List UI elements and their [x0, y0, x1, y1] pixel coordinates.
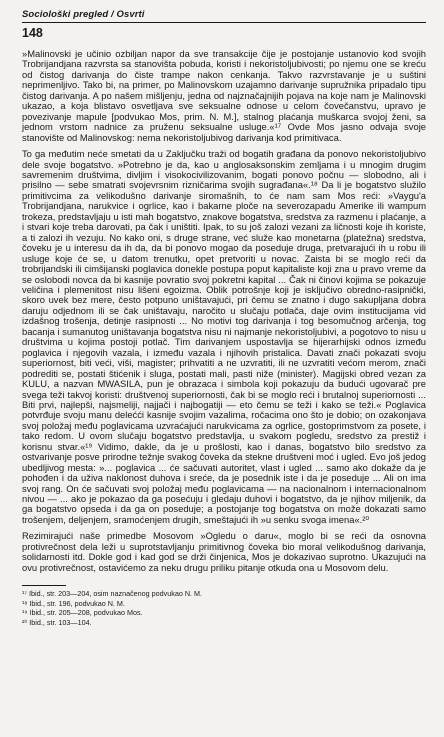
paragraph-1: »Malinovski je učinio ozbiljan napor da sve transakcije čije je postojanje ustanovio kod svojih Trobrijandjana razvrsta sa stanovišta pobuda, koristi i nekoristoljubivosti; po njemu one se kreću od čistog darivanja do čiste trampe nakon cenkanja. Takvo razvrstavanje je u suštini neprimenljivo. Tako bi, na primer, po Malinovskom uzajamno darivanje supružnika pripadalo tipu čistog darivanja. A po našem mišljenju, jedna od najznačajnijih pojava na koje nam je Malinovski ukazao, a koja blistavo osvetljava sve seksualne odnose u celom čovečanstvu, upravo je povezivanje mapule [podvukao Mos, prim. N. M.], stalnog plaćanja muškarca svojoj ženi, sa jednom vrstom nadnice za pruženu seksualne usluge.«¹⁷ Ovde Mos jasno odvaja svoje stanovište od Malinovskog: nema nekoristoljubivog darivanja kod primitivaca.: [22, 48, 426, 143]
body-text: [22, 49, 426, 573]
footnote-20: ²⁰ Ibid., str. 103—104.: [22, 617, 92, 627]
header-rule: [22, 22, 426, 23]
paragraph-3: Rezimirajući naše primedbe Mosovom »Ogledu o daru«, moglo bi se reći da osnovna protivrečnost dela leži u suprotstavljanju primitivnog čoveka bio moral velikodušnog darivanja, solidarnosti itd. Dokle god i kad god se drži činjenica, Mos je dokazivao suprotno. Ukazujući na ovu protivrečnost, ostavićemo za neku drugu priliku pitanje otkuda ona u Mosovom delu.: [22, 530, 426, 573]
footnote-19: ¹⁹ Ibid., str. 205—208, podvukao Mos.: [22, 608, 143, 618]
footnote-rule: [22, 585, 66, 586]
footnotes: [22, 589, 426, 627]
paragraph-2: To ga međutim neće smetati da u Zaključku traži od bogatih građana da ponovo nekoristoljubivo dele svoje bogatstvo. »Potrebno je da, kao u anglosaksonskim zemljama i u mnogim drugim savremenim društvima, divljim i visokocivilizovanim, bogati ponovo počnu — slobodno, ali i prisilno — sebe smatrati svojevrsnim rizničarima svojih sugrađana«.¹⁸ Da li je bogatstvo služilo primitivcima za velikodušno darivanje siromašnih, to će nam sam Mos reći: »Vaygu'a Trobrijandjana, narukvice i ogrlice, kao i bakarne ploče na severozapadu Amerike ili wampum trokeza, predstavljaju u isti mah bogatstvo, znakove bogatstva, sredstva za razmenu i plaćanje, a i stvari koje treba darovati, pa čak i uništiti. Ipak, to su još zalozi vezani za ličnosti koje ih koriste, a ti zalozi ih vezuju. No kako oni, s druge strane, već služe kao monetarna (platežna) sredstva, čoveku je u interesu da ih da, da bi ponovo mogao da poseduje druga, pretvarajući ih u robu ili usluge koje će se, u datom trenutku, opet pretvoriti u novac. Zaista bi se moglo reći da trobrijandski ili cimšijanski poglavica donekle postupa poput kapitaliste koji zna u pravo vreme da se oslobodi novca da bi kasnije povratio svoj pokretni kapital ... Čak ni činovi kojima se pokazuje veličina i plemenitost nisu lišeni egoizma. Oblik potrošnje koji je isključivo obredno-rasipnički, skoro uvek bez mere, često potpuno uništavajući, pri čemu se znatno i dugo sakupljana dobra daruju odjednom ili se čak uništavaju, naročito u slučaju potlača, daje ovim institucijama vid izdašnog trošenja, detinje rasipnosti ... No motivi tog darivanja i tog besomučnog arčenja, tog bacanja i sumanutog uništavanja bogatstva nisu ni najmanje nekoristoljubivi, a pogotovo to nisu u društvima u kojima postoji potlač. Tim darivanjem uspostavlja se hijerarhijski odnos između poglavica i njegovih vazala, i između vazala i njihovih pristalica. Davati znači pokazati svoju superiornost, biti veći, viši, magister; prihvatiti a ne uzvratiti, ili ne uzvratiti većom merom, znači podrediti se, postati štićenik i sluga, postati mali, pasti niže (minister). Magijski obred vezan za KULU, a nazvan MWASILA, pun je obrazaca i simbola koji pokazuju da budući ugovarač pre svega teži takvoj koristi: društvenoj superiornosti, čak bi se moglo reći i brutalnoj superiornosti ... Biti prvi, najlepši, najsmeliji, najjači i najbogatiji — eto čemu se teži i kako se teži.« Poglavica potvrđuje svoju manu delećći kasnije svojim vazalima, ročacima ono što je dobio; on ozakonjava svoj položaj među poglavicama uzvraćajući narukvicama za ogrlice, gostoprimstvom za posete, i tako redom. U ovom slučaju bogatstvo predstavlja, u svakom pogledu, sredstvo za prestiž i korisnu stvar.«¹⁹ Vidimo, dakle, da je u prošlosti, kao i danas, bogatstvo bilo sredstvo za ostvarivanje posve prirodne težnje svakog čoveka da stekne društveni moć i ugled. Evo još jedog ubedljivog mesta: »... poglavica ... će sačuvati autoritet, vlast i ugled ... samo ako dokaže da je pohođen i da uživa naklonost duhova i sreće, da je posednik iste i da je poseduje ... Ali on ima svoj rang. On će sačuvati svoj položaj među poglavicama — na nacionalnom i internacionalnom nivou — ... ako je pokazao da ga posećuju i gledaju duhovi i bogatstvo, da je njihov miljenik, da ga bogatstvo opseda i da ga on poseduje; a postojanje tog bogatstva on može dokazati samo trošenjem, deljenjem, sramoćenjem drugih, smeštajući ih »u senku svoga imena«.²⁰: [22, 148, 426, 525]
running-header: Sociološki pregled / Osvrti: [22, 9, 145, 20]
footnote-18: ¹⁸ Ibid., str. 196, podvukao N. M.: [22, 598, 125, 608]
page-number: 148: [22, 26, 43, 40]
footnote-17: ¹⁷ Ibid., str. 203—204, osim naznačenog podvukao N. M.: [22, 589, 202, 599]
